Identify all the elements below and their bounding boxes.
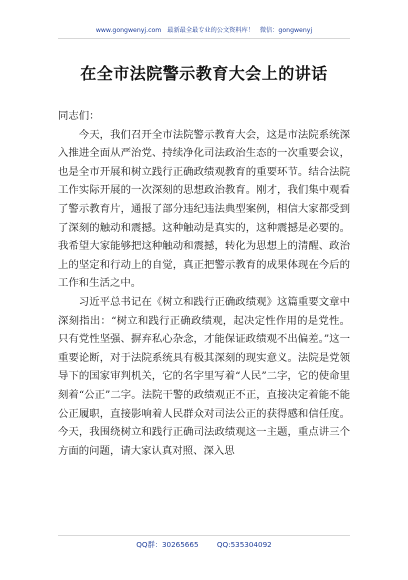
header-website-link[interactable]: www.gongwenyj.com (95, 27, 162, 34)
document-title: 在全市法院警示教育大会上的讲话 (80, 64, 328, 83)
paragraph-1: 今天，我们召开全市法院警示教育大会，这是市法院系统深入推进全面从严治党、持续净化司法政治生态的一次重要会议，也是全市开展和树立践行正确政绩观教育的重要环节。结合法院工作实际开展的一次深刻的思想政治教育。刚才，我们集中观看了警示教育片，通报了部分违纪违法典型案例，相信大家都受到了深刻的触动和震撼。这种触动是真实的，这种震撼是必要的。我希望大家能够把这种触动和震撼，转化为思想上的清醒、政治上的坚定和行动上的自觉，真正把警示教育的成果体现在今后的工作和生活之中。 (58, 128, 350, 290)
salutation: 同志们： (58, 110, 100, 122)
paragraph-2: 习近平总书记在《树立和践行正确政绩观》这篇重要文章中深刻指出：“树立和践行正确政绩观，起决定性作用的是党性。只有党性坚强、摒弃私心杂念，才能保证政绩观不出偏差。”这一重要论断，对于法院系统具有极其深刻的现实意义。法院是党领导下的国家审判机关，它的名字里写着“人民”二字，它的使命里刻着“公正”二字。法院干警的政绩观正不正，直接决定着能不能公正履职，直接影响着人民群众对司法公正的获得感和信任度。今天，我围绕树立和践行正确司法政绩观这一主题，重点讲三个方面的问题，请大家认真对照、深入思 (58, 295, 350, 457)
header-divider (58, 38, 350, 39)
page-header (0, 26, 408, 35)
header-wechat: 微信：gongwenyj (259, 27, 313, 34)
footer-qq: QQ:535304092 (216, 540, 272, 549)
footer-divider (58, 535, 350, 536)
header-slogan: 最新最全最专业的公文资料库！ (167, 27, 254, 34)
document-body (58, 107, 350, 460)
footer-qq-group: QQ群：30265665 (136, 540, 199, 549)
page-footer (0, 540, 408, 550)
